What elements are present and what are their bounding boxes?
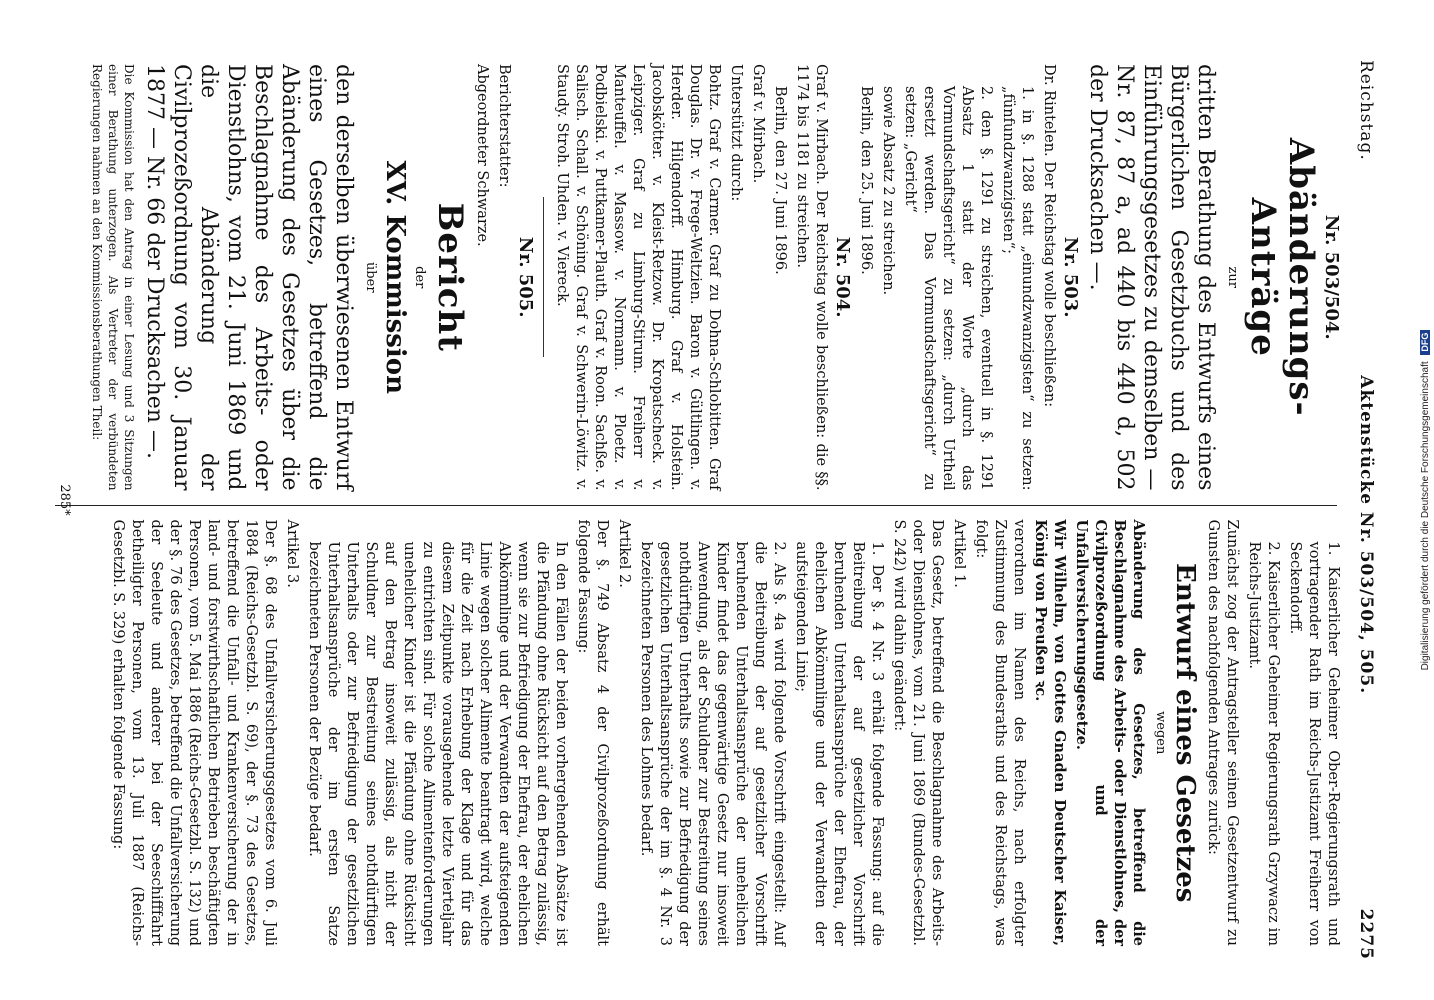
rintelen-intro: Dr. Rintelen. Der Reichstag wolle beschließen: <box>1041 64 1057 408</box>
reporter-name: Abgeordneter Schwarze. <box>474 64 490 247</box>
withdraw-text: Zunächst zog der Antragsteller seinen Gesetzentwurf zu Gunsten des nachfolgenden Antrages zurück: <box>1205 519 1240 946</box>
representative-2: 2. Kaiserlicher Geheimer Regierungsrath Grzywacz im Reichs-Justizamt. <box>1246 541 1281 946</box>
date-1: Berlin, den 25. Juni 1896. <box>858 86 874 275</box>
motion-item-2-end: sowie Absatz 2 zu streichen. <box>880 86 896 296</box>
verordnen-text: verordnen im Namen des Reichs, nach erfolgter Zustimmung des Bundesraths und des Reichstags, was folgt: <box>973 519 1027 946</box>
artikel-1-point-2: 2. Als §. 4a wird folgende Vorschrift eingestellt: Auf die Beitreibung der auf gesetzlicher Vorschrift beruhenden Unterhaltsansprüche der unehelichen Kinder findet das gegenwärtige Gesetz nur insoweit Anwendung, als der Schuldner zur Bestreitung seines nothdürftigen Unterhalts sowie zur Befriedigung der gesetzlichen Unterhaltsansprüche der im §. 4 Nr. 3 bezeichneten Personen des Lohnes bedarf. <box>638 541 787 946</box>
artikel-2-heading: Artikel 2. <box>616 519 632 588</box>
supported-label: Unterstützt durch: <box>728 64 744 202</box>
wegen-label: wegen <box>1153 711 1168 755</box>
artikel-1-heading: Artikel 1. <box>951 519 967 588</box>
intro-text: dritten Berathung des Entwurfs eines Bürgerlichen Gesetzbuchs und des Einführungsgesetzes zu demselben — Nr. 87, 87 a, ad 440 bis 440 d, 502 der Drucksachen —. <box>1085 64 1218 491</box>
right-column <box>47 506 1345 961</box>
left-column <box>47 50 1345 505</box>
motion-item-2: 2. den §. 1291 zu streichen, eventuell in §. 1291 Absatz 1 statt der Worte „durch das Vormundschaftsgericht“ zu setzen: „durch Urtheil ersetzt werden. Das Vormundschaftsgericht“ zu setzen: „Gericht“ <box>902 86 994 491</box>
heading-nr-504: Nr. 504. <box>832 236 853 318</box>
artikel-2-body: In den Fällen der beiden vorhergehenden Absätze ist die Pfändung ohne Rücksicht auf den Betrag zulässig, wenn sie zur Befriedigung der Ehefrau, der ehelichen Abkömmlinge und der Verwandten der aufsteigenden Linie wegen solcher Alimente beantragt wird, welche für die Zeit nach Erhebung der Klage und für das diesem Zeitpunkte vorausgehende letzte Vierteljahr zu entrichten sind. Für solche Alimentenforderungen unehelicher Kinder ist die Pfändung ohne Rücksicht auf den Betrag insoweit zulässig, als nicht der Schuldner zur Bestreitung seines nothdürftigen Unterhalts oder zur Befriedigung der gesetzlichen Unterhaltsansprüche der im ersten Satze bezeichneten Personen der Bezüge bedarf. <box>306 541 569 946</box>
der-label: der <box>412 266 427 289</box>
heading-entwurf: Entwurf eines Gesetzes <box>1170 563 1200 903</box>
heading-nr-503: Nr. 503. <box>1060 236 1081 318</box>
law-subject: Abänderung des Gesetzes, betreffend die Beschlagnahme des Arbeits- oder Dienstlohnes, der Civilprozeßordnung und der Unfallversicherungsgesetze. <box>1073 519 1147 946</box>
date-2: Berlin, den 27. Juni 1896. <box>772 86 788 275</box>
closing-paragraph: Die Kommission hat den Antrag in einer Lesung und 3 Sitzungen einer Berathung unterzogen. Als Vertreter der verbündeten Regierungen nahmen an den Kommissionsberathungen Theil: <box>90 64 136 491</box>
credit-text: Digitalisierung gefördert durch die Deutsche Forschungsgemeinschaft <box>1420 361 1431 671</box>
zur-label: zur <box>1225 266 1240 288</box>
heading-nr-503-504: Nr. 503/504. <box>1321 214 1342 340</box>
running-head-center: Aktenstücke Nr. 503/504, 505. <box>1356 375 1376 695</box>
wir-wilhelm: Wir Wilhelm, von Gottes Gnaden Deutscher Kaiser, König von Preußen ꝛc. <box>1032 519 1068 946</box>
artikel-3-text: Der §. 68 des Unfallversicherungsgesetzes vom 6. Juli 1884 (Reichs-Gesetzbl. S. 69), der §. 73 des Gesetzes, betreffend die Unfall- und Krankenversicherung der in land- und forstwirthschaftlichen Betrieben beschäftigten Personen, vom 5. Mai 1886 (Reichs-Gesetzbl. S. 132) und der §. 76 des Gesetzes, betreffend die Unfallversicherung der Seeleute und anderer bei der Seeschifffahrt betheiligter Personen, vom 13. Juli 1887 (Reichs-Gesetzbl. S. 329) erhalten folgende Fassung: <box>110 519 278 946</box>
supporters-list: Bohtz. Graf v. Carmer. Graf zu Dohna-Schlobitten. Graf Douglas. Dr. v. Frege-Weltzien. Baron v. Gültlingen. v. Herder. Hilgendorff. Himburg. Graf v. Holstein. Jacobskötter. v. Kleist-Retzow. Dr. Kropatscheck. v. Leipziger. Graf zu Limburg-Stirum. Freiherr v. Manteuffel. v. Massow. v. Normann. v. Ploetz. v. Podbielski. v. Puttkamer-Plauth. Graf v. Roon. Sachße. v. Salisch. Schall. v. Schöning. Graf v. Schwerin-Löwitz. v. Staudy. Stroh. Uhden. v. Viereck. <box>554 64 722 491</box>
artikel-3-heading: Artikel 3. <box>284 519 300 588</box>
representative-1: 1. Kaiserlicher Geheimer Ober-Regierungsrath und vortragender Rath im Reichs-Justizamt Freiherr von Seckendorff. <box>1287 541 1341 946</box>
heading-nr-505: Nr. 505. <box>515 236 536 318</box>
rotated-page <box>37 20 1397 980</box>
heading-bericht: Bericht <box>430 202 470 352</box>
motion-item-1: 1. in §. 1288 statt „einundzwanzigsten“ zu setzen: „fünfundzwanzigsten“; <box>1000 86 1035 491</box>
mirbach-motion: Graf v. Mirbach. Der Reichstag wolle beschließen: die §§. 1174 bis 1181 zu streichen. <box>794 64 829 491</box>
running-head <box>1353 60 1379 960</box>
report-subject: den derselben überwiesenen Entwurf eines Gesetzes, betreffend die Abänderung des Gesetzes über die Beschlagnahme des Arbeits- oder Dienstlohns, vom 21. Juni 1869 und die Abänderung der Civilprozeßordnung vom 30. Januar 1877 — Nr. 66 der Drucksachen —. <box>142 64 356 491</box>
page-number: 2275 <box>1356 908 1376 960</box>
artikel-2-text: Der §. 749 Absatz 4 der Civilprozeßordnung erhält folgende Fassung: <box>575 519 610 946</box>
mirbach-signature: Graf v. Mirbach. <box>750 64 766 184</box>
reporter-label: Berichterstatter: <box>496 64 512 188</box>
artikel-1-text: Das Gesetz, betreffend die Beschlagnahme des Arbeits- oder Dienstlohnes, vom 21. Juni 1869 (Bundes-Gesetzbl. S. 242) wird dahin geändert: <box>891 519 945 946</box>
signature-mark: 285* <box>57 484 72 516</box>
ueber-label: über <box>363 261 378 293</box>
running-head-left: Reichstag. <box>1356 60 1376 161</box>
artikel-1-point-1: 1. Der §. 4 Nr. 3 erhält folgende Fassung: auf die Beitreibung der auf gesetzlicher Vorschrift beruhenden Unterhaltsansprüche der Ehefrau, der ehelichen Abkömmlinge und der Verwandten der aufsteigenden Linie; <box>793 541 885 946</box>
heading-abaenderungs-antraege: Abänderungs-Anträge <box>1243 137 1321 417</box>
heading-commission: XV. Kommission <box>380 160 410 395</box>
separator-rule <box>543 197 544 357</box>
dfg-logo: DFG <box>1420 330 1430 355</box>
digitization-credit <box>1420 10 1431 990</box>
